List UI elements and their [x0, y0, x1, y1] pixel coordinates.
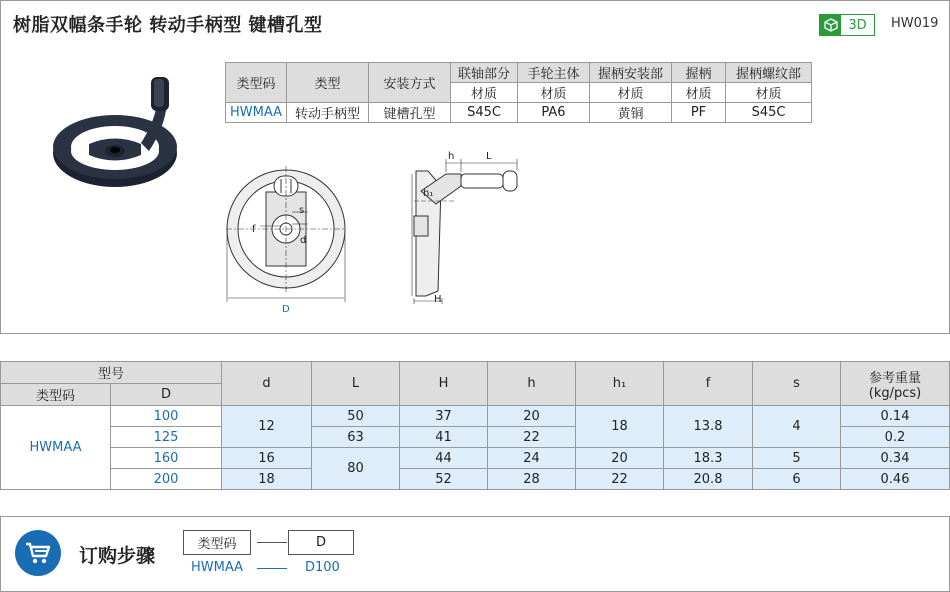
table-cell: 20 — [488, 406, 576, 427]
technical-drawing — [216, 146, 526, 316]
spec-cell: PA6 — [518, 103, 590, 123]
table-cell: 28 — [488, 469, 576, 490]
spec-table — [225, 62, 812, 123]
table-cell: 0.46 — [841, 469, 950, 490]
table-cell: 100 — [111, 406, 222, 427]
step-value-connector — [257, 568, 287, 569]
label-s: s — [299, 205, 305, 216]
table-cell: 0.2 — [841, 427, 950, 448]
spec-cell: S45C — [726, 103, 812, 123]
table-cell: 4 — [753, 406, 841, 448]
table-cell: 20.8 — [664, 469, 753, 490]
spec-header: 类型 — [287, 63, 369, 103]
order-title: 订购步骤 — [79, 545, 156, 567]
spec-subheader: 材质 — [451, 83, 518, 103]
dim-header: f — [664, 362, 753, 406]
table-cell: 0.14 — [841, 406, 950, 427]
spec-header: 类型码 — [226, 63, 287, 103]
dim-header-typecode: 类型码 — [1, 384, 111, 406]
step-box-typecode: 类型码 — [183, 530, 251, 555]
product-code: HW019 — [891, 16, 939, 31]
dimensions-panel — [0, 361, 950, 490]
table-cell: 20 — [576, 448, 664, 469]
table-cell: 0.34 — [841, 448, 950, 469]
order-steps-panel — [0, 516, 950, 592]
spec-header: 安装方式 — [369, 63, 451, 103]
step-value-D: D100 — [305, 560, 340, 575]
spec-header: 手轮主体 — [518, 63, 590, 83]
spec-header: 联轴部分 — [451, 63, 518, 83]
table-cell: 18 — [222, 469, 312, 490]
label-D: D — [282, 304, 290, 315]
dim-header-weight — [841, 362, 950, 406]
table-cell: 13.8 — [664, 406, 753, 448]
spec-cell: PF — [672, 103, 726, 123]
dimensions-table — [0, 361, 950, 490]
page-title: 树脂双幅条手轮 转动手柄型 键槽孔型 — [13, 15, 323, 36]
table-cell: 6 — [753, 469, 841, 490]
table-cell: 44 — [400, 448, 488, 469]
type-cell: HWMAA — [1, 406, 111, 490]
table-cell: 160 — [111, 448, 222, 469]
table-cell: 22 — [488, 427, 576, 448]
spec-subheader: 材质 — [518, 83, 590, 103]
spec-cell: S45C — [451, 103, 518, 123]
spec-cell: 黄铜 — [590, 103, 672, 123]
weight-label: 参考重量 — [868, 370, 921, 386]
label-L: L — [486, 151, 492, 162]
spec-cell: 转动手柄型 — [287, 103, 369, 123]
spec-subheader: 材质 — [672, 83, 726, 103]
step-connector — [257, 542, 287, 543]
spec-header: 握柄安装部 — [590, 63, 672, 83]
step-value-typecode: HWMAA — [191, 560, 243, 575]
spec-header: 握柄螺纹部 — [726, 63, 812, 83]
spec-header: 握柄 — [672, 63, 726, 83]
spec-cell: 键槽孔型 — [369, 103, 451, 123]
label-h: h — [448, 151, 455, 162]
product-image — [49, 71, 199, 191]
table-cell: 5 — [753, 448, 841, 469]
spec-subheader: 材质 — [726, 83, 812, 103]
spec-cell: HWMAA — [226, 103, 287, 123]
dim-header: s — [753, 362, 841, 406]
table-cell: 22 — [576, 469, 664, 490]
table-cell: 80 — [312, 448, 400, 490]
table-cell: 18.3 — [664, 448, 753, 469]
dim-header: h — [488, 362, 576, 406]
label-H: H — [434, 294, 442, 305]
table-cell: 24 — [488, 448, 576, 469]
table-cell: 200 — [111, 469, 222, 490]
label-d: d — [300, 235, 307, 246]
dim-header: h₁ — [576, 362, 664, 406]
cube-icon — [820, 15, 841, 35]
3d-button[interactable] — [819, 14, 875, 36]
label-f: f — [252, 224, 256, 235]
weight-unit: (kg/pcs) — [868, 385, 922, 401]
side-view — [412, 159, 517, 304]
table-cell: 12 — [222, 406, 312, 448]
3d-label: 3D — [848, 17, 867, 33]
step-box-D: D — [288, 530, 354, 555]
table-cell: 63 — [312, 427, 400, 448]
dim-header-model: 型号 — [1, 362, 222, 384]
front-view — [226, 166, 346, 302]
dim-header-D: D — [111, 384, 222, 406]
table-cell: 37 — [400, 406, 488, 427]
table-cell: 41 — [400, 427, 488, 448]
spec-subheader: 材质 — [590, 83, 672, 103]
table-cell: 52 — [400, 469, 488, 490]
dim-header: d — [222, 362, 312, 406]
dim-header: L — [312, 362, 400, 406]
table-cell: 16 — [222, 448, 312, 469]
table-cell: 50 — [312, 406, 400, 427]
table-cell: 18 — [576, 406, 664, 448]
dim-header: H — [400, 362, 488, 406]
table-cell: 125 — [111, 427, 222, 448]
label-h1: h₁ — [423, 188, 434, 199]
cart-icon — [15, 530, 61, 576]
